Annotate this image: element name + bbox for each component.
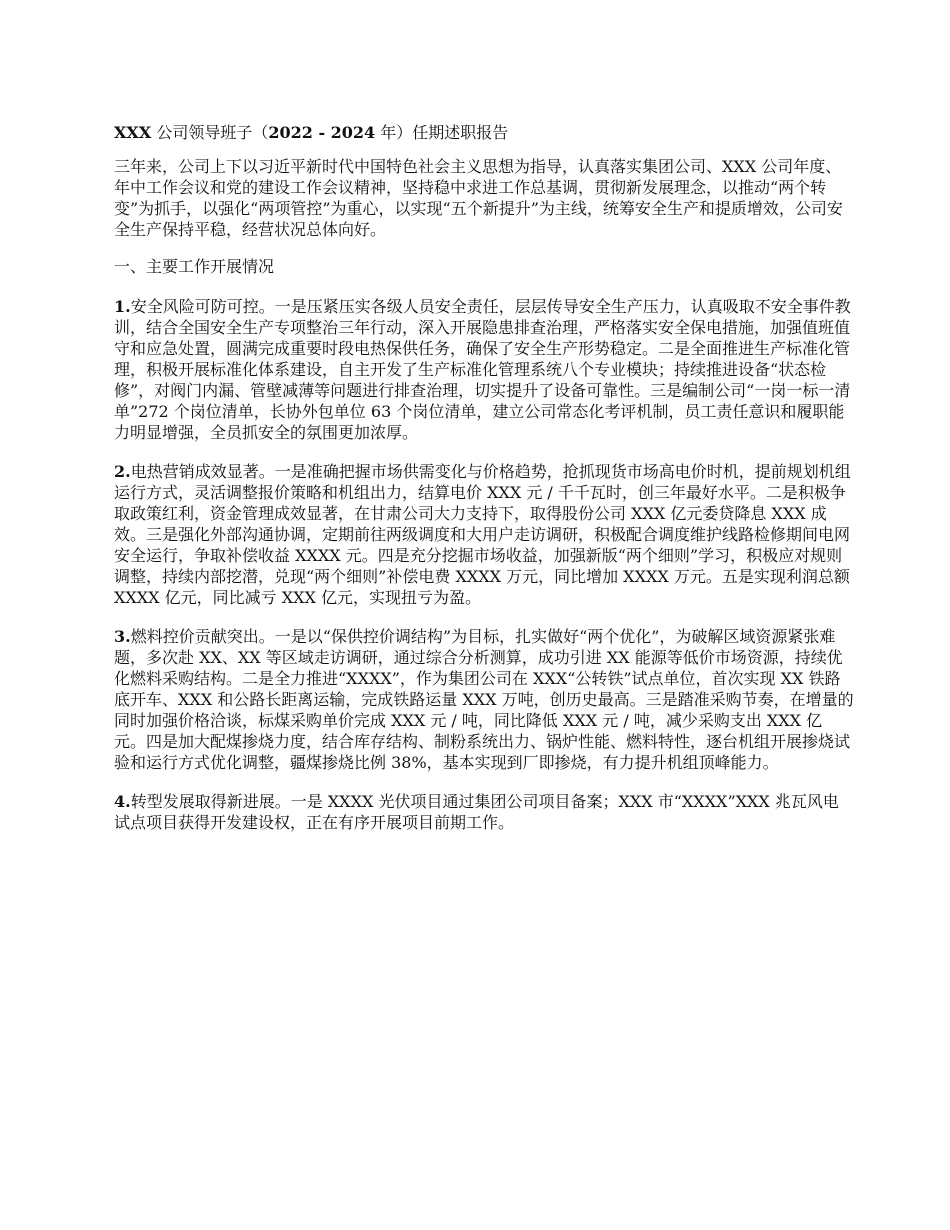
list-item <box>114 791 854 833</box>
item-number: 1. <box>114 297 131 316</box>
list-item <box>114 626 854 773</box>
title-end: 年）任期述职报告 <box>375 123 509 142</box>
document-title <box>114 122 854 143</box>
item-text: 转型发展取得新进展。一是 XXXX 光伏项目通过集团公司项目备案；XXX 市“XXXX”XXX 兆瓦风电试点项目获得开发建设权，正在有序开展项目前期工作。 <box>114 792 839 832</box>
item-text: 电热营销成效显著。一是准确把握市场供需变化与价格趋势，抢抓现货市场高电价时机，提前规划机组运行方式，灵活调整报价策略和机组出力，结算电价 XXX 元 / 千千瓦时，创三年最好水平。二是积极争取政策红利，资金管理成效显著，在甘肃公司大力支持下，取得股份公司 XXX 亿元委贷降息 XXX 成效。三是强化外部沟通协调，定期前往两级调度和大用户走访调研，积极配合调度维护线路检修期间电网安全运行，争取补偿收益 XXXX 元。四是充分挖掘市场收益，加强新版“两个细则”学习，积极应对规则调整，持续内部挖潜，兑现“两个细则”补偿电费 XXXX 万元，同比增加 XXXX 万元。五是实现利润总额 XXXX 亿元，同比减亏 XXX 亿元，实现扭亏为盈。 <box>114 462 851 607</box>
item-text: 安全风险可防可控。一是压紧压实各级人员安全责任，层层传导安全生产压力，认真吸取不安全事件教训，结合全国安全生产专项整治三年行动，深入开展隐患排查治理，严格落实安全保电措施，加强值班值守和应急处置，圆满完成重要时段电热保供任务，确保了安全生产形势稳定。二是全面推进生产标准化管理，积极开展标准化体系建设，自主开发了生产标准化管理系统八个专业模块；持续推进设备“状态检修”，对阀门内漏、管壁减薄等问题进行排查治理，切实提升了设备可靠性。三是编制公司“一岗一标一清单”272 个岗位清单，长协外包单位 63 个岗位清单，建立公司常态化考评机制，员工责任意识和履职能力明显增强，全员抓安全的氛围更加浓厚。 <box>114 297 851 442</box>
list-item <box>114 461 854 608</box>
item-text: 燃料控价贡献突出。一是以“保供控价调结构”为目标，扎实做好“两个优化”，为破解区域资源紧张难题，多次赴 XX、XX 等区域走访调研，通过综合分析测算，成功引进 XX 能源等低价市场资源，持续优化燃料采购结构。二是全力推进“XXXX”，作为集团公司在 XXX“公转铁”试点单位，首次实现 XX 铁路底开车、XXX 和公路长距离运输，完成铁路运量 XXX 万吨，创历史最高。三是踏准采购节奏，在增量的同时加强价格洽谈，标煤采购单价完成 XXX 元 / 吨，同比降低 XXX 元 / 吨，减少采购支出 XXX 亿元。四是加大配煤掺烧力度，结合库存结构、制粉系统出力、锅炉性能、燃料特性，逐台机组开展掺烧试验和运行方式优化调整，疆煤掺烧比例 38%，基本实现到厂即掺烧，有力提升机组顶峰能力。 <box>114 627 854 772</box>
intro-paragraph: 三年来，公司上下以习近平新时代中国特色社会主义思想为指导，认真落实集团公司、XXX 公司年度、年中工作会议和党的建设工作会议精神，坚持稳中求进工作总基调，贯彻新发展理念，以推动“两个转变”为抓手，以强化“两项管控”为重心，以实现“五个新提升”为主线，统筹安全生产和提质增效，公司安全生产保持平稳，经营状况总体向好。 <box>114 157 843 239</box>
section-heading: 一、主要工作开展情况 <box>114 257 275 276</box>
title-years: 2022 - 2024 <box>268 123 376 142</box>
title-prefix: XXX <box>114 123 152 142</box>
item-number: 2. <box>114 462 131 481</box>
list-item <box>114 296 854 443</box>
title-main: 公司领导班子（ <box>151 123 269 142</box>
document-page <box>114 122 854 851</box>
item-number: 4. <box>114 792 131 811</box>
item-number: 3. <box>114 627 131 646</box>
